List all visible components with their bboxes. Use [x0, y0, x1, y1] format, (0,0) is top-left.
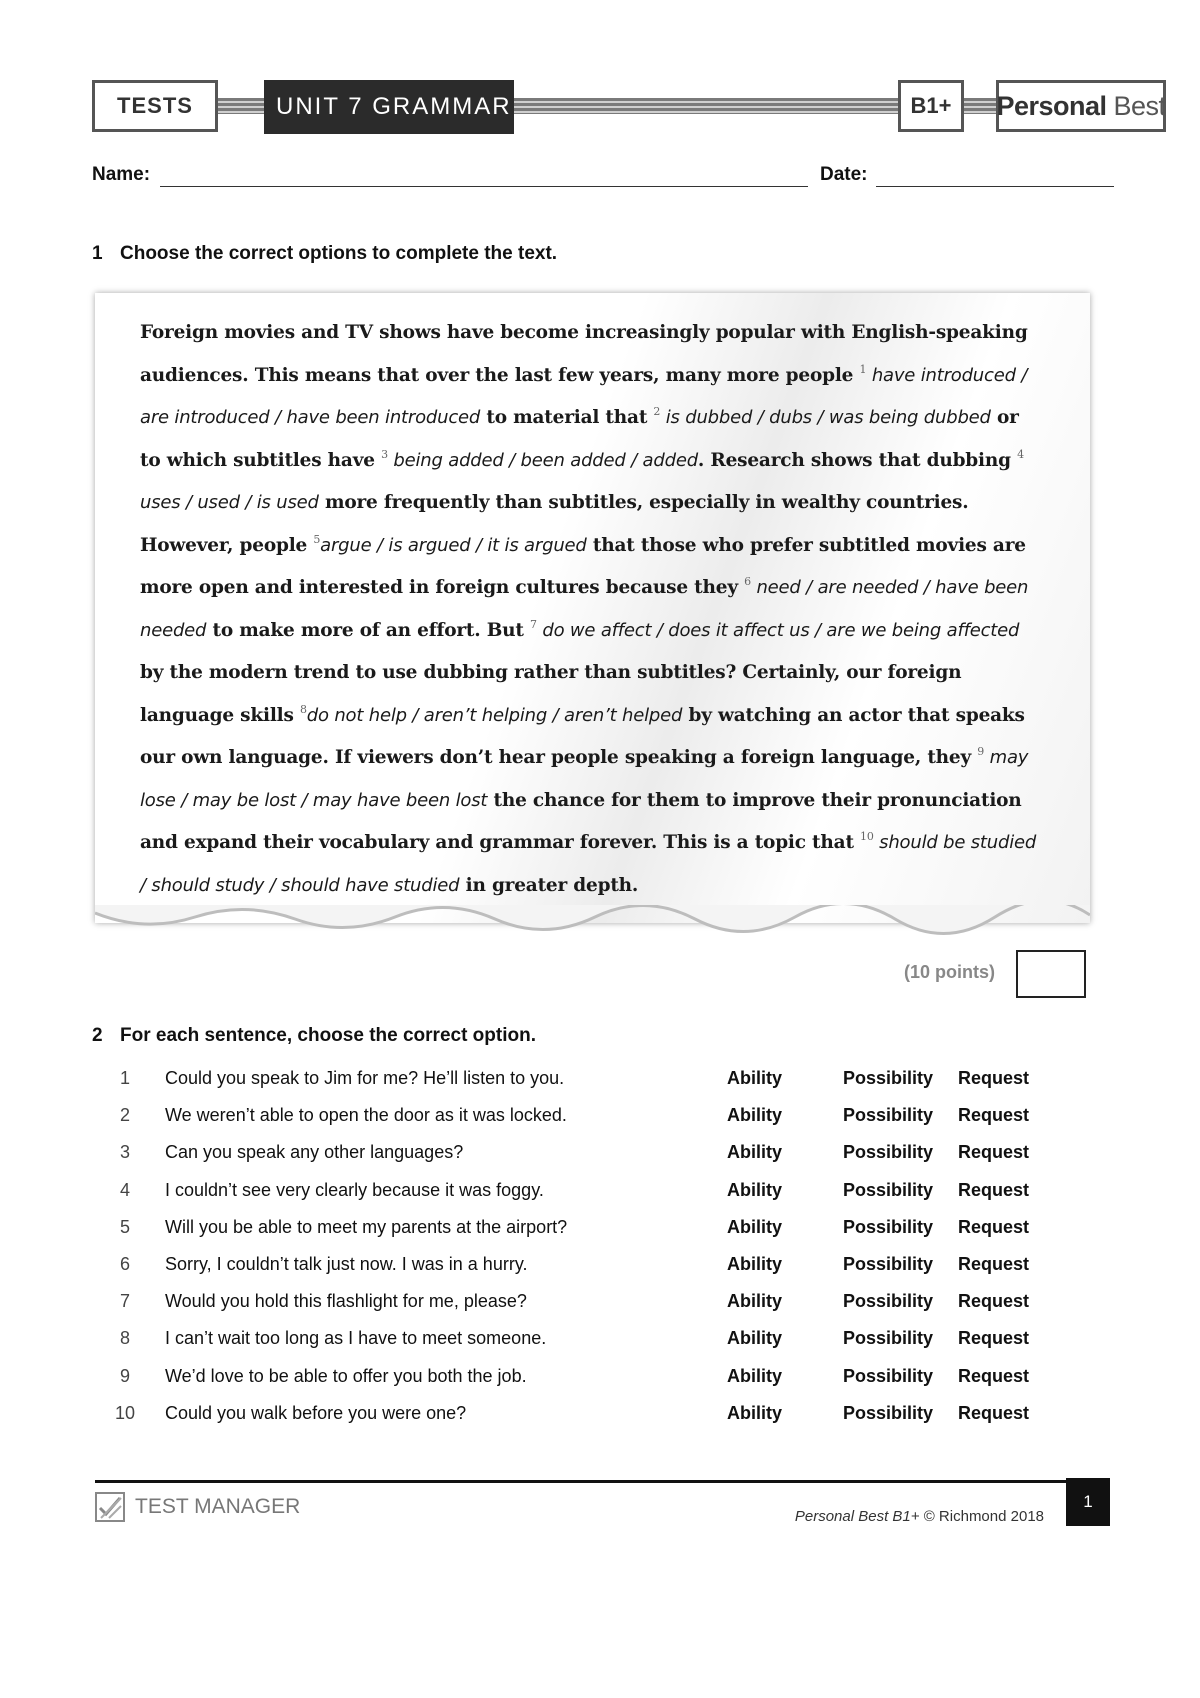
- sentence-text: Will you be able to meet my parents at the airport?: [165, 1216, 568, 1237]
- option-request[interactable]: Request: [958, 1105, 1030, 1126]
- gap-number: 1: [859, 362, 867, 376]
- option-possibility[interactable]: Possibility: [843, 1216, 934, 1237]
- task2-number: 2: [92, 1025, 103, 1046]
- test-manager-label: TEST MANAGER: [135, 1495, 301, 1518]
- sentence-number: 5: [119, 1216, 130, 1237]
- copyright-rest: © Richmond 2018: [919, 1508, 1044, 1525]
- sentence-text: I couldn’t see very clearly because it was foggy.: [165, 1179, 544, 1200]
- passage-segment: by watching an actor that speaks our own language. If viewers don’t hear people speaking a foreign language, they: [140, 704, 1025, 768]
- option-possibility[interactable]: Possibility: [843, 1179, 934, 1200]
- sentence-row: [0, 1217, 1200, 1253]
- passage-segment: or to which subtitles have: [140, 407, 1019, 471]
- option-possibility[interactable]: Possibility: [843, 1068, 934, 1088]
- passage-segment: . Research shows that dubbing: [697, 449, 1018, 471]
- option-request[interactable]: Request: [958, 1216, 1030, 1237]
- task1-number: 1: [92, 243, 103, 264]
- tests-label: TESTS: [92, 80, 218, 132]
- gap-number: 10: [860, 830, 874, 843]
- sentence-row: [0, 1180, 1200, 1216]
- sentence-number: 9: [119, 1365, 130, 1386]
- sentence-row: [0, 1254, 1200, 1290]
- date-field[interactable]: [876, 186, 1114, 187]
- sentence-row: [0, 1142, 1200, 1178]
- gap-number: 3: [381, 447, 388, 461]
- sentence-text: Can you speak any other languages?: [165, 1142, 464, 1163]
- brand-logo: [996, 80, 1166, 132]
- sentence-text: Could you walk before you were one?: [165, 1402, 467, 1423]
- copyright-title: Personal Best B1+: [794, 1508, 920, 1525]
- copyright: [795, 1508, 1044, 1525]
- gap-number: 8: [299, 702, 307, 716]
- sentence-row: [0, 1403, 1200, 1439]
- sentence-number: 10: [114, 1402, 136, 1423]
- brand-light: Best: [1113, 90, 1166, 121]
- option-request[interactable]: Request: [958, 1402, 1030, 1423]
- sentence-text: Sorry, I couldn’t talk just now. I was in a hurry.: [165, 1254, 528, 1274]
- test-manager-logo: [95, 1492, 300, 1522]
- option-request[interactable]: Request: [958, 1068, 1030, 1088]
- gap-options[interactable]: need / are needed / have been needed: [140, 577, 1029, 641]
- passage-segment: in greater depth.: [459, 874, 639, 896]
- gap-options[interactable]: may lose / may be lost / may have been lost: [140, 747, 1029, 811]
- gap-number: 2: [653, 405, 661, 418]
- brand-bold: Personal: [996, 90, 1107, 121]
- option-ability[interactable]: Ability: [727, 1068, 783, 1088]
- sentence-number: 7: [119, 1291, 130, 1312]
- task1-title: [92, 243, 557, 265]
- option-request[interactable]: Request: [958, 1179, 1030, 1200]
- gap-number: 5: [313, 532, 321, 546]
- sentence-row: [0, 1328, 1200, 1364]
- gap-options[interactable]: do not help / aren’t helping / aren’t helped: [306, 704, 683, 726]
- option-ability[interactable]: Ability: [727, 1142, 783, 1163]
- gap-options[interactable]: uses / used / is used: [140, 492, 319, 513]
- sentence-text: I can’t wait too long as I have to meet someone.: [165, 1328, 547, 1349]
- gap-options[interactable]: have introduced / are introduced / have been introduced: [140, 364, 1028, 428]
- option-possibility[interactable]: Possibility: [843, 1365, 934, 1386]
- name-field[interactable]: [160, 186, 808, 187]
- gap-options[interactable]: argue / is argued / it is argued: [320, 534, 587, 556]
- option-request[interactable]: Request: [958, 1291, 1030, 1312]
- passage-text: [140, 312, 1040, 907]
- option-request[interactable]: Request: [958, 1254, 1030, 1274]
- passage-segment: to material that: [480, 407, 654, 428]
- gap-number: 6: [744, 575, 751, 588]
- option-possibility[interactable]: Possibility: [843, 1105, 934, 1126]
- name-label: Name:: [92, 164, 151, 185]
- sentence-text: We weren’t able to open the door as it was locked.: [165, 1105, 567, 1126]
- task2-title: [92, 1025, 536, 1047]
- option-ability[interactable]: Ability: [727, 1291, 783, 1312]
- sentence-row: [0, 1291, 1200, 1327]
- gap-options[interactable]: being added / been added / added: [387, 449, 698, 471]
- gap-number: 7: [530, 617, 537, 631]
- task2-instruction: For each sentence, choose the correct option.: [120, 1025, 536, 1046]
- passage-segment: more frequently than subtitles, especially in wealthy countries. However, people: [140, 492, 969, 556]
- gap-options[interactable]: should be studied / should study / should have studied: [140, 832, 1037, 896]
- sentence-number: 6: [119, 1254, 130, 1274]
- sentence-number: 3: [119, 1142, 130, 1163]
- sentence-text: Would you hold this flashlight for me, please?: [165, 1291, 527, 1312]
- sentence-row: [0, 1068, 1200, 1104]
- option-possibility[interactable]: Possibility: [843, 1328, 934, 1349]
- task1-instruction: Choose the correct options to complete the text.: [120, 243, 558, 264]
- level-badge: B1+: [898, 80, 964, 132]
- task1-score-box[interactable]: [1016, 950, 1086, 998]
- gap-options[interactable]: do we affect / does it affect us / are we being affected: [536, 619, 1020, 641]
- sentence-text: Could you speak to Jim for me? He’ll listen to you.: [165, 1068, 565, 1088]
- footer-rule: [95, 1480, 1110, 1483]
- sentence-row: [0, 1105, 1200, 1141]
- option-possibility[interactable]: Possibility: [843, 1254, 934, 1274]
- sentence-row: [0, 1366, 1200, 1402]
- passage-segment: the chance for them to improve their pronunciation and expand their vocabulary and grammar forever. This is a topic that: [140, 789, 1022, 853]
- option-request[interactable]: Request: [958, 1142, 1030, 1163]
- gap-number: 9: [977, 745, 985, 758]
- option-ability[interactable]: Ability: [727, 1216, 783, 1237]
- test-manager-icon: [95, 1492, 125, 1522]
- passage-segment: Foreign movies and TV shows have become increasingly popular with English-speaking audiences. This means that over the last few years, many more people: [140, 322, 1028, 386]
- page-number: 1: [1066, 1478, 1110, 1526]
- sentence-number: 1: [119, 1068, 130, 1088]
- date-label: Date:: [820, 164, 868, 185]
- option-possibility[interactable]: Possibility: [843, 1142, 934, 1163]
- passage-segment: that those who prefer subtitled movies are more open and interested in foreign cultures because they: [140, 534, 1026, 598]
- option-possibility[interactable]: Possibility: [843, 1402, 934, 1423]
- option-ability[interactable]: Ability: [727, 1402, 783, 1423]
- task1-points: (10 points): [904, 962, 996, 982]
- option-possibility[interactable]: Possibility: [843, 1291, 934, 1312]
- gap-number: 4: [1017, 447, 1024, 461]
- option-ability[interactable]: Ability: [727, 1254, 783, 1274]
- option-ability[interactable]: Ability: [727, 1105, 783, 1126]
- sentence-number: 2: [119, 1105, 130, 1126]
- option-request[interactable]: Request: [958, 1365, 1030, 1386]
- passage-segment: by the modern trend to use dubbing rather than subtitles? Certainly, our foreign language skills: [140, 662, 962, 726]
- passage-segment: to make more of an effort. But: [206, 619, 531, 641]
- gap-options[interactable]: is dubbed / dubs / was being dubbed: [660, 407, 991, 428]
- option-ability[interactable]: Ability: [727, 1328, 783, 1349]
- passage-box-wavy-edge: [95, 905, 1090, 940]
- sentence-number: 4: [119, 1179, 130, 1200]
- sentence-number: 8: [119, 1328, 130, 1349]
- option-ability[interactable]: Ability: [727, 1179, 783, 1200]
- option-ability[interactable]: Ability: [727, 1365, 783, 1386]
- unit-title: UNIT 7 GRAMMAR: [264, 80, 514, 134]
- option-request[interactable]: Request: [958, 1328, 1030, 1349]
- sentence-text: We’d love to be able to offer you both the job.: [165, 1365, 527, 1386]
